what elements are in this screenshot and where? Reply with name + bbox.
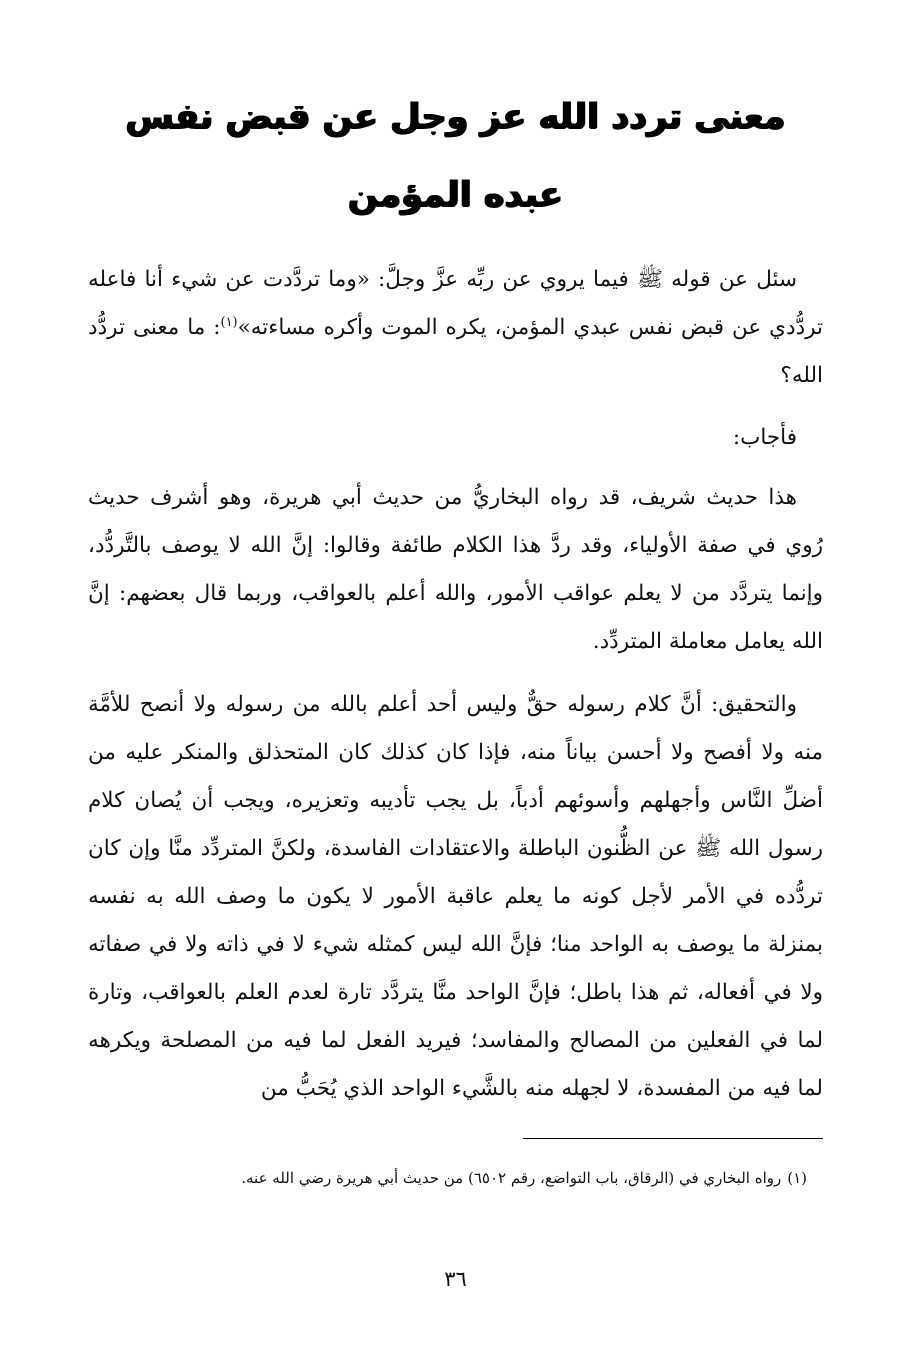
title-line-2: عبده المؤمن — [348, 175, 563, 215]
footnotes — [88, 1161, 823, 1195]
footnote-reference: (١) — [220, 314, 238, 330]
page-number: ٣٦ — [444, 1267, 467, 1291]
page-title — [88, 78, 823, 234]
footnote-number: (١) — [787, 1169, 807, 1187]
body-text — [88, 256, 823, 1113]
question-text-after: : ما معنى تردُّد الله؟ — [88, 315, 823, 388]
title-line-1: معنى تردد الله عز وجل عن قبض نفس — [125, 97, 786, 137]
footnote-divider — [523, 1138, 823, 1139]
paragraph-1: هذا حديث شريف، قد رواه البخاريُّ من حديث أبي هريرة، وهو أشرف حديث رُوي في صفة الأولياء، وقد ردَّ هذا الكلام طائفة وقالوا: إنَّ الله لا يوصف بالتَّردُّد، وإنما يتردَّد من لا يعلم عواقب الأمور، والله أعلم بالعواقب، وربما قال بعضهم: إنَّ الله يعامل معاملة المتردِّد. — [88, 485, 823, 654]
question-paragraph — [88, 256, 823, 400]
answer-label: فأجاب: — [732, 425, 797, 450]
paragraph-2: والتحقيق: أنَّ كلام رسوله حقٌّ وليس أحد أعلم بالله من رسوله ولا أنصح للأمَّة منه ولا أفصح ولا أحسن بياناً منه، فإذا كان كذلك كان المتحذلق والمنكر عليه من أضلِّ النَّاس وأجهلهم وأسوئهم أدباً، بل يجب تأديبه وتعزيره، ويجب أن يُصان كلام رسول الله ﷺ عن الظُّنون الباطلة والاعتقادات الفاسدة، ولكنَّ المتردِّد منَّا وإن كان تردُّده في الأمر لأجل كونه ما يعلم عاقبة الأمور لا يكون ما وصف الله به نفسه بمنزلة ما يوصف به الواحد منا؛ فإنَّ الله ليس كمثله شيء لا في ذاته ولا في صفاته ولا في أفعاله، ثم هذا باطل؛ فإنَّ الواحد منَّا يتردَّد تارة لعدم العلم بالعواقب، وتارة لما في الفعلين من المصالح والمفاسد؛ فيريد الفعل لما فيه من المصلحة ويكرهه لما فيه من المفسدة، لا لجهله منه بالشَّيء الواحد الذي يُحَبُّ من — [88, 692, 823, 1101]
document-page — [88, 78, 823, 1308]
footnote-1 — [88, 1161, 823, 1195]
question-text: سئل عن قوله ﷺ فيما يروي عن ربِّه عزَّ وجلَّ: «وما تردَّدت عن شيء أنا فاعله تردُّدي عن قبض نفس عبدي المؤمن، يكره الموت وأكره مساءته» — [88, 267, 823, 340]
footnote-text: رواه البخاري في (الرقاق، باب التواضع، رقم ٦٥٠٢) من حديث أبي هريرة رضي الله عنه. — [241, 1169, 782, 1187]
